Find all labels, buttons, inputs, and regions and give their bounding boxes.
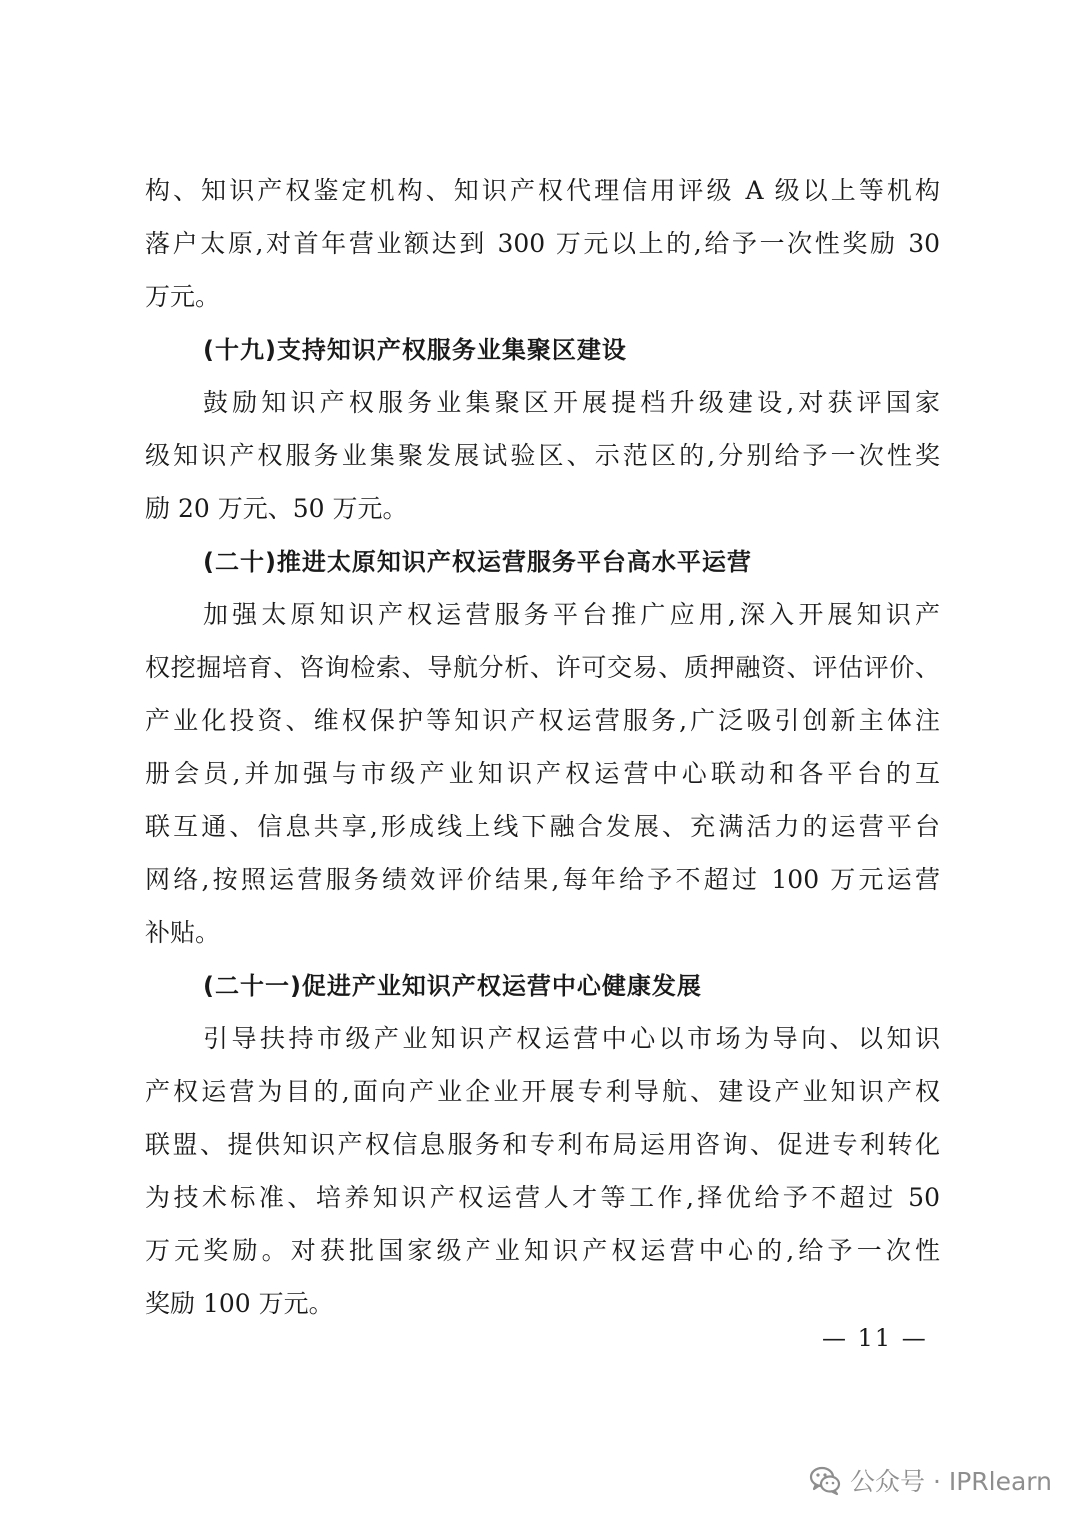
- wechat-watermark: [808, 1458, 1052, 1502]
- text-line: 网络,按照运营服务绩效评价结果,每年给予不超过 100 万元运营: [145, 865, 940, 894]
- text-line: 级知识产权服务业集聚发展试验区、示范区的,分别给予一次性奖: [145, 441, 940, 470]
- text-line: 落户太原,对首年营业额达到 300 万元以上的,给予一次性奖励 30: [145, 229, 940, 258]
- text-line: 产权运营为目的,面向产业企业开展专利导航、建设产业知识产权: [145, 1077, 940, 1106]
- section-heading-21: (二十一)促进产业知识产权运营中心健康发展: [203, 972, 702, 1000]
- text-line: 权挖掘培育、咨询检索、导航分析、许可交易、质押融资、评估评价、: [145, 653, 940, 682]
- text-line: 为技术标准、培养知识产权运营人才等工作,择优给予不超过 50: [145, 1183, 940, 1212]
- section-heading-20: (二十)推进太原知识产权运营服务平台高水平运营: [203, 548, 752, 576]
- text-line: 联互通、信息共享,形成线上线下融合发展、充满活力的运营平台: [145, 812, 940, 841]
- text-line: 奖励 100 万元。: [145, 1289, 334, 1318]
- section-heading-19: (十九)支持知识产权服务业集聚区建设: [203, 336, 627, 364]
- wechat-icon: [808, 1463, 842, 1497]
- text-line: 励 20 万元、50 万元。: [145, 494, 408, 523]
- text-line: 册会员,并加强与市级产业知识产权运营中心联动和各平台的互: [145, 759, 940, 788]
- page-number: — 11 —: [822, 1324, 928, 1352]
- text-line: 联盟、提供知识产权信息服务和专利布局运用咨询、促进专利转化: [145, 1130, 940, 1159]
- text-line: 补贴。: [145, 918, 221, 947]
- text-line: 万元奖励。对获批国家级产业知识产权运营中心的,给予一次性: [145, 1236, 940, 1265]
- text-line: 产业化投资、维权保护等知识产权运营服务,广泛吸引创新主体注: [145, 706, 940, 735]
- text-line: 加强太原知识产权运营服务平台推广应用,深入开展知识产: [203, 600, 940, 629]
- text-line: 鼓励知识产权服务业集聚区开展提档升级建设,对获评国家: [203, 388, 940, 417]
- text-line: 构、知识产权鉴定机构、知识产权代理信用评级 A 级以上等机构: [145, 176, 940, 205]
- text-line: 引导扶持市级产业知识产权运营中心以市场为导向、以知识: [203, 1024, 940, 1053]
- text-line: 万元。: [145, 282, 221, 311]
- watermark-text: 公众号 · IPRlearn: [850, 1467, 1052, 1496]
